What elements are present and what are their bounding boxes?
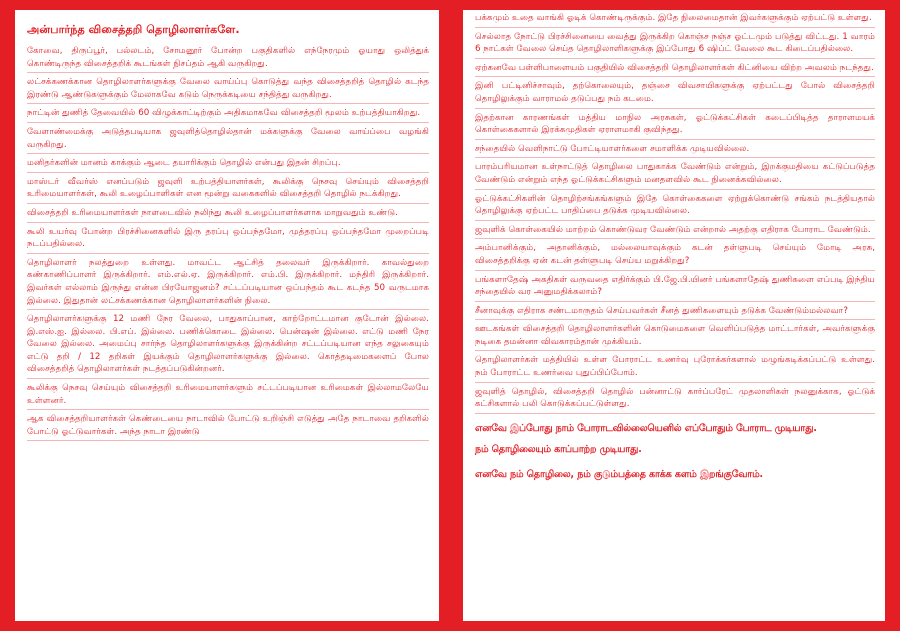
paragraph: பங்களாதேஷ் அகதிகள் வருவதை எதிர்க்கும் பி.ஜே.பி.யினர் பங்களாதேஷ் துணிகளை எப்படி இந்திய சந்தையில் வர அனுமதிக்கலாம்? — [475, 274, 875, 302]
paragraph: அம்பானிக்கும், அதானிக்கும், மல்லையாவுக்கும் கடன் தள்ளுபடி செய்யும் மோடி அரசு, விசைத்தறிக்கு ஏன் கடன் தள்ளுபடி செய்ய மறுக்கிறது? — [475, 242, 875, 270]
paragraph: மனிதர்களின் மானம் காக்கும் ஆடை தயாரிக்கும் தொழில் என்பது இதன் சிறப்பு. — [27, 157, 429, 173]
paragraph: கூலி உயர்வு போன்ற பிரச்சினைகளில் இரு தரப்பு ஒப்பந்தமோ, முத்தரப்பு ஒப்பந்தமோ முறைப்படி நடப்பதில்லை. — [27, 226, 429, 254]
paragraph: மாஸ்டர் வீவர்ஸ் எனப்படும் ஜவுளி உற்பத்தியாளர்கள், கூலிக்கு நெசவு செய்யும் விசைத்தறி உரிமையாளர்கள், கூலி உழைப்பாளிகள் என மூன்று வகைகளில் விசைத்தறி தொழில் நடக்கிறது. — [27, 176, 429, 204]
closing-line: எனவே நம் தொழிலை, நம் குடும்பத்தை காக்க களம் இறங்குவோம். — [475, 468, 764, 480]
paragraph: ஓட்டுக்கட்சிகளின் தொழிற்சங்கங்களும் இதே கொள்கைகளை ஏற்றுக்கொண்டு சங்கம் நடத்தியதால் தொழிலுக்கு ஏற்பட்ட பாதிப்பை தடுக்க முடியவில்லை. — [475, 193, 875, 221]
paragraph: ஜவுளிக் கொள்கையில் மாற்றம் கொண்டுவர வேண்டும் என்றால் அதற்கு எதிராக போராட வேண்டும். — [475, 224, 875, 240]
paragraph: செல்லாத நோட்டு பிரச்சினையை வைத்து இருக்கிற கொஞ்ச நஞ்ச ஓட்டமும் படுத்து விட்டது. 1 வாரம் 6 நாட்கள் வேலை செய்த தொழிலாளிகளுக்கு இப்போது 6 ஷிப்ட் வேலை கூட கிடைப்பதில்லை. — [475, 31, 875, 59]
closing-line: நம் தொழிலையும் காப்பாற்ற முடியாது. — [475, 443, 642, 455]
paragraph: இதற்கான காரணங்கள் மத்திய மாநில அரசுகள், ஓட்டுக்கட்சிகள் கடைப்பிடித்த தாராளமயக் கொள்கைகளால் இரக்கமுதிகள் ஏராளமாகி குவிந்தது. — [475, 112, 875, 140]
closing-line: எனவே இப்போது நாம் போராடவில்லையெனில் எப்போதும் போராட முடியாது. — [475, 422, 817, 434]
paragraph: சந்தையில் வெளிநாட்டு போட்டியாளர்களை சமாளிக்க முடியவில்லை. — [475, 143, 875, 159]
leaflet-page-left — [15, 10, 439, 621]
paragraph: ஆக விசைத்தறியாளர்கள் கெண்டையை நாடாவில் போட்டு உறிஞ்சி எடுத்து அதே நாடாவை தறிகளில் போட்டு ஓட்டுவார்கள். அந்த நாடா இரண்டு — [27, 413, 429, 441]
paragraph: இனி பட்டினிச்சாவும், தற்கொலையும், தஞ்சை விவசாயிகளுக்கு ஏற்பட்டது போல் விசைத்தறி தொழிலுக்கும் வாராமல் தடுப்பது நம் கடமை. — [475, 80, 875, 108]
paragraph: கோவை, திருப்பூர், பல்லடம், சோமனூர் போன்ற பகுதிகளில் எந்நேரமும் ஓயாது ஒலித்துக் கொண்டிருந்த விசைத்தறிக் கூடங்கள் நிசப்தம் ஆகி வருகிறது. — [27, 45, 429, 73]
paragraph: பக்கமும் உதை வாங்கி ஓடிக் கொண்டிருக்கும். இதே நிலைமைதான் இவர்களுக்கும் ஏற்பட்டு உள்ளது. — [475, 12, 875, 28]
paragraph: ஊடகங்கள் விசைத்தறி தொழிலாளர்களின் கொடுமைகளை வெளிப்படுத்த மாட்டார்கள், அவர்களுக்கு நடிகை தமன்னா விவகாரம்தான் முக்கியம். — [475, 323, 875, 351]
paragraph: ஏற்கனவே பள்ளிபாளையம் பகுதியில் விசைத்தறி தொழிலாளர்கள் கிட்னியை விற்ற அவலம் நடந்தது. — [475, 62, 875, 78]
paragraph: தொழிலாளர்கள் மத்தியில் உள்ள போராட்ட உணர்வு புரோக்கர்களால் மழுங்கடிக்கப்பட்டு உள்ளது. நம் போராட்ட உணர்வை புதுப்பிப்போம். — [475, 354, 875, 382]
leaflet-heading: அன்பார்ந்த விசைத்தறி தொழிலாளர்களே. — [27, 23, 240, 36]
leaflet-page-right — [463, 10, 885, 621]
paragraph: ஜவுளித் தொழில், விசைத்தறி தொழில் பன்னாட்டு கார்ப்பரேட் முதலாளிகள் நலனுக்காக, ஓட்டுக் கட்சிகளால் பலி கொடுக்கப்பட்டுள்ளது. — [475, 386, 875, 414]
paragraph: வேளாண்மைக்கு அடுத்தபடியாக ஜவுளித்தொழில்தான் மக்களுக்கு வேலை வாய்ப்பை வழங்கி வருகிறது. — [27, 126, 429, 154]
paragraph: கூலிக்கு நெசவு செய்யும் விசைத்தறி உரிமையாளர்களும் சட்டப்படியான உரிமைகள் இல்லாமலேயே உள்ளனர். — [27, 382, 429, 410]
paragraph: விசைத்தறி உரிமையாளர்கள் நாளடைவில் நலிந்து கூலி உழைப்பாளர்களாக மாறுவதும் உண்டு. — [27, 207, 429, 223]
paragraph: தொழிலாளர்களுக்கு 12 மணி நேர வேலை, பாதுகாப்பான, காற்றோட்டமான குடோன் இல்லை. இ.எஸ்.ஐ. இல்லை. பி.எப். இல்லை. பணிக்கொடை இல்லை. பென்ஷன் இல்லை. எட்டு மணி நேர வேலை இல்லை. அமைப்பு சார்ந்த தொழிலாளர்களுக்கு இருக்கின்ற சட்டப்படியான எந்த சலுகையும் எட்டு தறி / 12 தறிகள் இயக்கும் தொழிலாளர்களுக்கு இல்லை. கொத்தடிமைகளைப் போல விசைத்தறித் தொழிலாளர்கள் நடத்தப்படுகின்றனர். — [27, 313, 429, 379]
paragraph: லட்சக்கணக்கான தொழிலாளர்களுக்கு வேலை வாய்ப்பு கொடுத்து வந்த விசைத்தறித் தொழில் கடந்த இரண்டு ஆண்டுகளுக்கும் மேலாகவே கடும் நெருக்கடியை சந்தித்து வருகிறது. — [27, 76, 429, 104]
paragraph: நாட்டின் துணித் தேவையில் 60 விழுக்காட்டிற்கும் அதிகமாகவே விசைத்தறி மூலம் உற்பத்தியாகிறது. — [27, 107, 429, 123]
paragraph: பாரம்பரியமான உள்நாட்டுத் தொழிலை பாதுகாக்க வேண்டும் என்றும், இறக்குமதியை கட்டுப்படுத்த வேண்டும் என்றும் எந்த ஓட்டுக்கட்சிகளும் மனதளவில் கூட நினைக்கவில்லை. — [475, 161, 875, 189]
paragraph: தொழிலாளர் நலத்துறை உள்ளது. மாவட்ட ஆட்சித் தலைவர் இருக்கிறார். காவல்துறை கண்காணிப்பாளர் இருக்கிறார். எம்.எல்.ஏ. இருக்கிறார். எம்.பி. இருக்கிறார். மந்திரி இருக்கிறார். இவர்கள் எல்லாம் இருந்து என்ன பிரயோஜனம்? சட்டப்படியான ஒப்பந்தம் கூட கடந்த 50 வருடமாக இல்லை. இதுதான் லட்சக்கணக்கான தொழிலாளர்களின் நிலை. — [27, 257, 429, 310]
paragraph: சீனாவுக்கு எதிராக சண்டமாருதம் செய்பவர்கள் சீனத் துணிகளையும் தடுக்க வேண்டும்மல்லவா? — [475, 305, 875, 321]
